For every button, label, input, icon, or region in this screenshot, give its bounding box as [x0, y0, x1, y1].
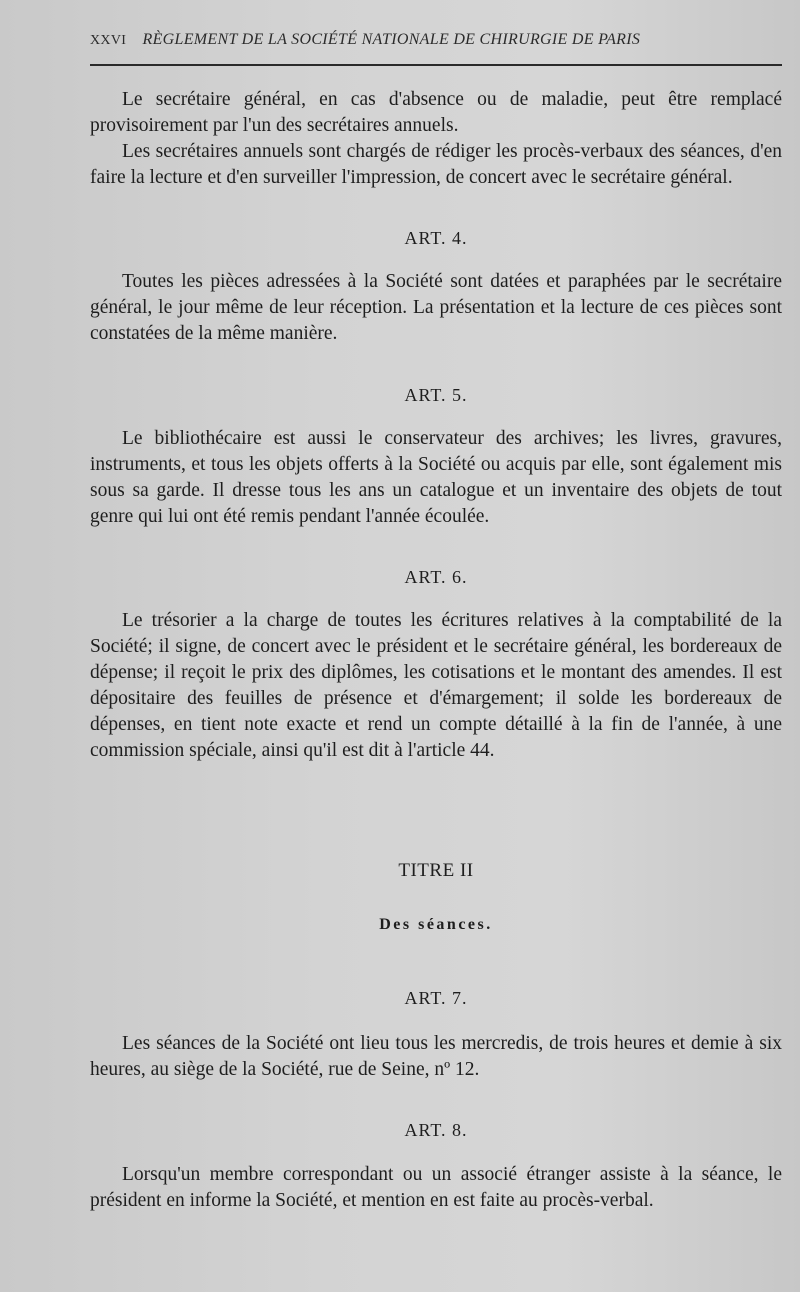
section-subtitle: Des séances. [379, 916, 493, 933]
section-title: TITRE II [398, 860, 474, 881]
article-heading-7: ART. 7. [404, 988, 468, 1008]
paragraph-annual-secretaries: Les secrétaires annuels sont chargés de rédiger les procès-verbaux des séances, d'en faire la lecture et d'en surveiller l'impression, de concert avec le secrétaire général. [90, 141, 782, 188]
paragraph-article-8: Lorsqu'un membre correspondant ou un associé étranger assiste à la séance, le président en informe la Société, et mention en est faite au procès-verbal. [90, 1164, 782, 1211]
paragraph-secretary-replacement: Le secrétaire général, en cas d'absence ou de maladie, peut être remplacé provisoirement par l'un des secrétaires annuels. [90, 89, 782, 136]
article-heading-6: ART. 6. [404, 567, 468, 587]
running-header [90, 31, 780, 49]
running-title: RÈGLEMENT DE LA SOCIÉTÉ NATIONALE DE CHIRURGIE DE PARIS [142, 31, 641, 48]
article-heading-8: ART. 8. [404, 1120, 468, 1140]
paragraph-article-5: Le bibliothécaire est aussi le conservateur des archives; les livres, gravures, instruments, et tous les objets offerts à la Société ou acquis par elle, sont également mis sous sa garde. Il dresse tous les ans un catalogue et un inventaire des objets de tout genre qui lui ont été remis pendant l'année écoulée. [90, 428, 782, 527]
header-rule [90, 64, 782, 66]
article-heading-5: ART. 5. [404, 385, 468, 405]
paragraph-article-6: Le trésorier a la charge de toutes les écritures relatives à la comptabilité de la Société; il signe, de concert avec le président et le secrétaire général, les bordereaux de dépense; il reçoit le prix des diplômes, les cotisations et le montant des amendes. Il est dépositaire des feuilles de présence et d'émargement; il solde les bordereaux de dépenses, en tient note exacte et rend un compte détaillé à la fin de l'année, à une commission spéciale, ainsi qu'il est dit à l'article 44. [90, 610, 782, 761]
paragraph-article-7: Les séances de la Société ont lieu tous les mercredis, de trois heures et demie à six heures, au siège de la Société, rue de Seine, nº 12. [90, 1033, 782, 1080]
article-heading-4: ART. 4. [404, 228, 468, 248]
paragraph-article-4: Toutes les pièces adressées à la Société sont datées et paraphées par le secrétaire général, le jour même de leur réception. La présentation et la lecture de ces pièces sont constatées de la même manière. [90, 271, 782, 344]
page-number: XXVI [90, 33, 127, 48]
